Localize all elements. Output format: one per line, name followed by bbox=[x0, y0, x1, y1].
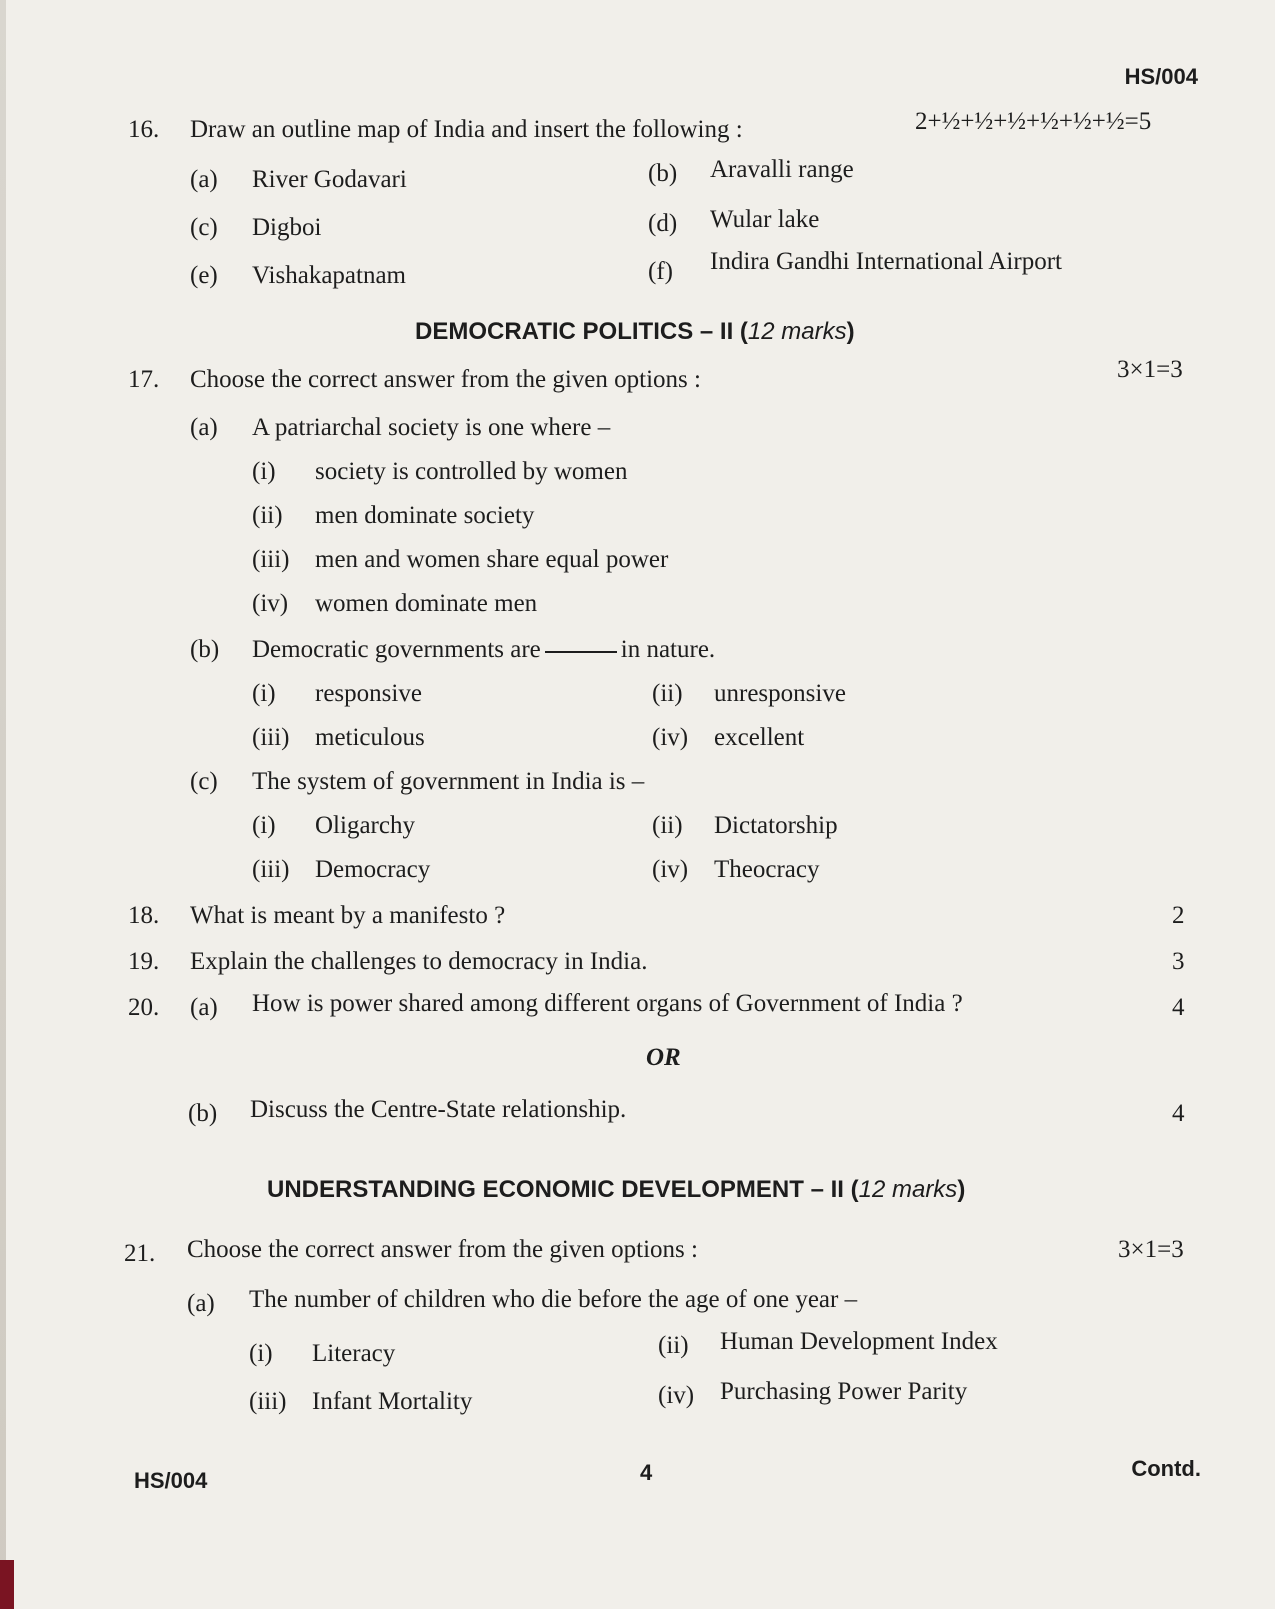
fill-in-blank bbox=[545, 650, 617, 653]
section-marks: 12 marks bbox=[858, 1176, 958, 1203]
q19-text: Explain the challenges to democracy in India. bbox=[190, 948, 648, 975]
q17a-option-text: women dominate men bbox=[315, 590, 538, 617]
q17a-option-text: men and women share equal power bbox=[315, 546, 669, 573]
q16-item-e-text: Vishakapatnam bbox=[252, 262, 407, 289]
q17c-text: The system of government in India is – bbox=[252, 768, 645, 795]
q17-text: Choose the correct answer from the given options : bbox=[190, 366, 701, 393]
q21-marks: 3×1=3 bbox=[1118, 1236, 1184, 1263]
q17b-option-text: responsive bbox=[315, 680, 422, 707]
q17b-option-text: meticulous bbox=[315, 724, 425, 751]
q16-item-f-text: Indira Gandhi International Airport bbox=[710, 248, 1062, 275]
q17-marks: 3×1=3 bbox=[1117, 356, 1183, 383]
q16-item-a-label: (a) bbox=[190, 166, 218, 193]
q21a-option-text: Literacy bbox=[312, 1340, 396, 1367]
q17a-text: A patriarchal society is one where – bbox=[252, 414, 611, 441]
q16-item-e-label: (e) bbox=[190, 262, 218, 289]
q17c-label: (c) bbox=[190, 768, 218, 795]
q20a-text: How is power shared among different organs of Government of India ? bbox=[252, 990, 963, 1017]
q17c-option-text: Oligarchy bbox=[315, 812, 415, 839]
q17b-option-text: unresponsive bbox=[714, 680, 846, 707]
q16-item-b-text: Aravalli range bbox=[710, 156, 854, 183]
q20-number: 20. bbox=[128, 994, 160, 1021]
page-corner-background bbox=[0, 1560, 14, 1609]
section-title: DEMOCRATIC POLITICS – II bbox=[415, 318, 734, 345]
q17a-label: (a) bbox=[190, 414, 218, 441]
q21-text: Choose the correct answer from the given options : bbox=[187, 1236, 698, 1263]
q20b-marks: 4 bbox=[1172, 1100, 1185, 1127]
q17b-text bbox=[252, 636, 715, 664]
q17b-option-label: (iii) bbox=[252, 724, 290, 751]
q17c-option-label: (iv) bbox=[652, 856, 689, 883]
q17-number: 17. bbox=[128, 366, 160, 393]
q16-item-d-text: Wular lake bbox=[710, 206, 820, 233]
q20a-marks: 4 bbox=[1172, 994, 1185, 1021]
q17c-option-label: (i) bbox=[252, 812, 276, 839]
q17c-option-text: Dictatorship bbox=[714, 812, 838, 839]
q21a-text: The number of children who die before the age of one year – bbox=[249, 1286, 858, 1313]
section-heading-democratic-politics: DEMOCRATIC POLITICS – II (12 marks) bbox=[415, 318, 855, 345]
header-paper-code: HS/004 bbox=[1124, 64, 1198, 89]
q16-marks: 2+½+½+½+½+½+½=5 bbox=[915, 108, 1152, 135]
q17c-option-text: Theocracy bbox=[714, 856, 820, 883]
q21a-option-label: (ii) bbox=[658, 1332, 689, 1359]
q17c-option-text: Democracy bbox=[315, 856, 431, 883]
q21a-option-label: (i) bbox=[249, 1340, 273, 1367]
q20b-text: Discuss the Centre-State relationship. bbox=[250, 1096, 627, 1123]
q17b-option-label: (i) bbox=[252, 680, 276, 707]
q16-item-b-label: (b) bbox=[648, 160, 678, 187]
q21-number: 21. bbox=[124, 1240, 156, 1267]
q17a-option-text: men dominate society bbox=[315, 502, 535, 529]
q16-item-c-text: Digboi bbox=[252, 214, 322, 241]
q17b-text-before: Democratic governments are bbox=[252, 636, 541, 663]
q17a-option-label: (iii) bbox=[252, 546, 290, 573]
q20a-label: (a) bbox=[190, 994, 218, 1021]
q21a-option-text: Human Development Index bbox=[720, 1328, 998, 1355]
q16-number: 16. bbox=[128, 116, 160, 143]
q21a-label: (a) bbox=[187, 1290, 215, 1317]
q17c-option-label: (iii) bbox=[252, 856, 290, 883]
q17b-text-after: in nature. bbox=[620, 636, 716, 663]
or-separator: OR bbox=[646, 1044, 681, 1071]
q18-number: 18. bbox=[128, 902, 160, 929]
section-marks: 12 marks bbox=[747, 318, 847, 345]
q16-item-c-label: (c) bbox=[190, 214, 218, 241]
q20b-label: (b) bbox=[188, 1100, 218, 1127]
q16-text: Draw an outline map of India and insert the following : bbox=[190, 116, 743, 143]
q16-item-f-label: (f) bbox=[648, 258, 673, 285]
q18-text: What is meant by a manifesto ? bbox=[190, 902, 506, 929]
q18-marks: 2 bbox=[1172, 902, 1185, 929]
q21a-option-text: Infant Mortality bbox=[312, 1388, 473, 1415]
q17c-option-label: (ii) bbox=[652, 812, 683, 839]
q21a-option-text: Purchasing Power Parity bbox=[720, 1378, 968, 1405]
q16-item-d-label: (d) bbox=[648, 210, 678, 237]
footer-contd: Contd. bbox=[1131, 1456, 1201, 1481]
q19-number: 19. bbox=[128, 948, 160, 975]
q17b-option-text: excellent bbox=[714, 724, 805, 751]
q19-marks: 3 bbox=[1172, 948, 1185, 975]
footer-paper-code: HS/004 bbox=[134, 1468, 208, 1493]
q17a-option-label: (i) bbox=[252, 458, 276, 485]
section-heading-economic-development: UNDERSTANDING ECONOMIC DEVELOPMENT – II (12 marks) bbox=[267, 1176, 966, 1203]
q17b-option-label: (iv) bbox=[652, 724, 689, 751]
q16-item-a-text: River Godavari bbox=[252, 166, 407, 193]
q17b-label: (b) bbox=[190, 636, 220, 663]
q21a-option-label: (iv) bbox=[658, 1382, 695, 1409]
footer-page-number: 4 bbox=[640, 1460, 653, 1485]
q17a-option-label: (iv) bbox=[252, 590, 289, 617]
section-title: UNDERSTANDING ECONOMIC DEVELOPMENT – II bbox=[267, 1176, 844, 1203]
q17a-option-text: society is controlled by women bbox=[315, 458, 628, 485]
q21a-option-label: (iii) bbox=[249, 1388, 287, 1415]
q17b-option-label: (ii) bbox=[652, 680, 683, 707]
page-edge-shadow bbox=[0, 0, 6, 1609]
q17a-option-label: (ii) bbox=[252, 502, 283, 529]
